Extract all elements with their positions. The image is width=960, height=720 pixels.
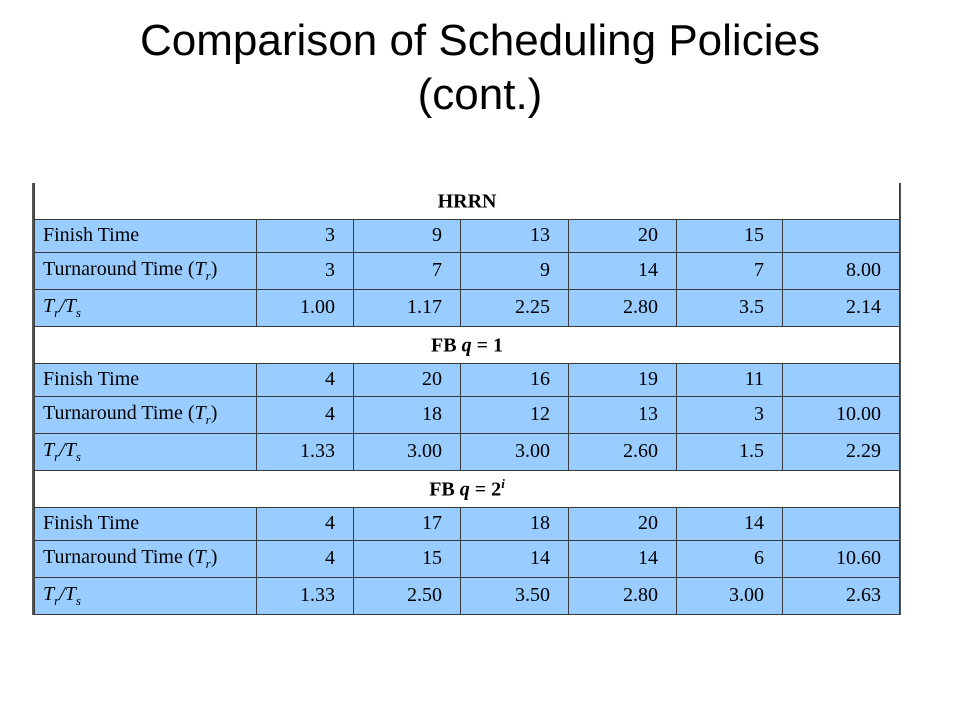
value-cell: 16 (461, 363, 569, 396)
value-cell: 3.00 (677, 577, 783, 614)
label-part: / (59, 294, 65, 317)
value-cell: 19 (569, 363, 677, 396)
label-variable: T (43, 294, 55, 317)
mean-cell: 10.60 (783, 540, 900, 577)
value-cell: 3.00 (354, 433, 461, 470)
value-cell: 18 (461, 507, 569, 540)
value-cell: 4 (257, 363, 354, 396)
section-header-row (35, 326, 900, 363)
label-part: / (59, 438, 65, 461)
mean-cell: 10.00 (783, 396, 900, 433)
value-cell: 7 (354, 252, 461, 289)
label-subscript: r (54, 304, 60, 320)
section-header (35, 183, 900, 219)
value-cell: 4 (257, 396, 354, 433)
section-name: FB (429, 478, 460, 501)
policy-comparison-table-wrap (32, 183, 901, 615)
section-name: FB (431, 334, 462, 357)
value-cell: 3 (257, 219, 354, 252)
label-subscript: s (75, 448, 81, 464)
turnaround-time-row (35, 252, 900, 289)
value-cell: 2.60 (569, 433, 677, 470)
value-cell: 3.5 (677, 289, 783, 326)
label-subscript: r (205, 411, 211, 427)
row-label (35, 396, 257, 433)
label-variable: T (194, 257, 206, 280)
row-label (35, 540, 257, 577)
value-cell: 9 (354, 219, 461, 252)
label-part: ) (210, 545, 218, 568)
row-label: Finish Time (35, 219, 257, 252)
value-cell: 15 (354, 540, 461, 577)
value-cell: 1.5 (677, 433, 783, 470)
value-cell: 3 (257, 252, 354, 289)
value-cell: 2.25 (461, 289, 569, 326)
value-cell: 13 (569, 396, 677, 433)
mean-cell: 8.00 (783, 252, 900, 289)
value-cell: 20 (569, 507, 677, 540)
row-label (35, 433, 257, 470)
turnaround-time-row (35, 396, 900, 433)
finish-time-row (35, 219, 900, 252)
finish-time-row (35, 507, 900, 540)
policy-comparison-table (34, 183, 900, 615)
label-part: ) (210, 401, 218, 424)
value-cell: 6 (677, 540, 783, 577)
mean-cell (783, 507, 900, 540)
label-variable: T (64, 438, 76, 461)
value-cell: 20 (354, 363, 461, 396)
normalized-turnaround-row (35, 577, 900, 614)
value-cell: 9 (461, 252, 569, 289)
value-cell: 15 (677, 219, 783, 252)
mean-cell: 2.14 (783, 289, 900, 326)
row-label (35, 289, 257, 326)
value-cell: 1.00 (257, 289, 354, 326)
section-name-equals: = 1 (471, 334, 503, 357)
label-variable: T (43, 438, 55, 461)
turnaround-time-row (35, 540, 900, 577)
title-line-2: (cont.) (417, 70, 543, 119)
normalized-turnaround-row (35, 433, 900, 470)
value-cell: 2.80 (569, 289, 677, 326)
normalized-turnaround-row (35, 289, 900, 326)
label-subscript: s (75, 592, 81, 608)
mean-cell (783, 219, 900, 252)
value-cell: 2.80 (569, 577, 677, 614)
section-name-variable: q (461, 334, 472, 357)
mean-cell: 2.29 (783, 433, 900, 470)
label-variable: T (43, 582, 55, 605)
section-header-row (35, 183, 900, 219)
label-part: Turnaround Time ( (43, 401, 195, 424)
value-cell: 3 (677, 396, 783, 433)
section-header-row (35, 470, 900, 507)
value-cell: 14 (461, 540, 569, 577)
value-cell: 17 (354, 507, 461, 540)
value-cell: 4 (257, 540, 354, 577)
title-line-1: Comparison of Scheduling Policies (140, 16, 820, 65)
value-cell: 2.50 (354, 577, 461, 614)
mean-cell (783, 363, 900, 396)
row-label: Finish Time (35, 507, 257, 540)
label-subscript: r (205, 267, 211, 283)
value-cell: 18 (354, 396, 461, 433)
section-name-superscript: i (501, 475, 505, 491)
value-cell: 3.50 (461, 577, 569, 614)
section-header (35, 326, 900, 363)
section-name-variable: q (459, 478, 470, 501)
value-cell: 3.00 (461, 433, 569, 470)
label-part: ) (210, 257, 218, 280)
label-variable: T (64, 582, 76, 605)
section-header (35, 470, 900, 507)
label-part: Turnaround Time ( (43, 545, 195, 568)
slide-title (0, 14, 960, 122)
label-variable: T (194, 545, 206, 568)
label-subscript: r (54, 592, 60, 608)
value-cell: 7 (677, 252, 783, 289)
value-cell: 12 (461, 396, 569, 433)
value-cell: 1.17 (354, 289, 461, 326)
row-label (35, 577, 257, 614)
value-cell: 11 (677, 363, 783, 396)
label-part: Turnaround Time ( (43, 257, 195, 280)
value-cell: 14 (569, 252, 677, 289)
value-cell: 14 (677, 507, 783, 540)
label-subscript: r (205, 555, 211, 571)
label-variable: T (64, 294, 76, 317)
section-name: HRRN (437, 190, 497, 213)
label-subscript: r (54, 448, 60, 464)
value-cell: 1.33 (257, 577, 354, 614)
label-part: / (59, 582, 65, 605)
value-cell: 14 (569, 540, 677, 577)
finish-time-row (35, 363, 900, 396)
label-variable: T (194, 401, 206, 424)
label-subscript: s (75, 304, 81, 320)
value-cell: 20 (569, 219, 677, 252)
mean-cell: 2.63 (783, 577, 900, 614)
value-cell: 4 (257, 507, 354, 540)
row-label: Finish Time (35, 363, 257, 396)
value-cell: 13 (461, 219, 569, 252)
value-cell: 1.33 (257, 433, 354, 470)
section-name-equals: = 2 (469, 478, 502, 501)
row-label (35, 252, 257, 289)
